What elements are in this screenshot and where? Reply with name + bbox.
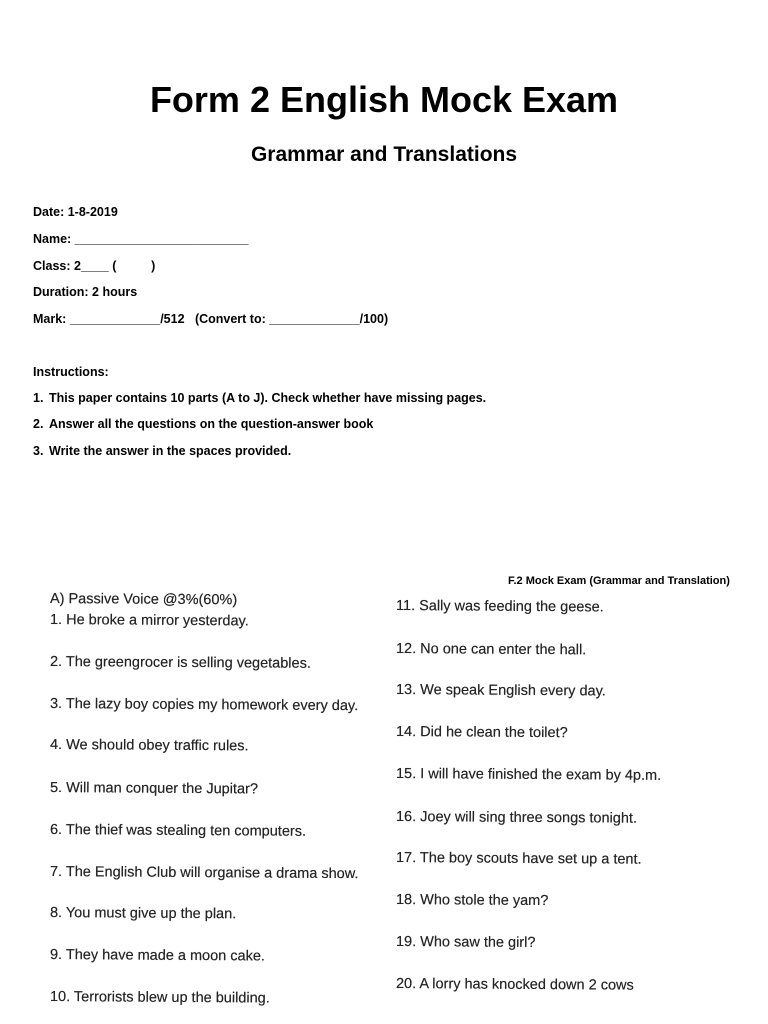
instruction-text: Answer all the questions on the question-answer book <box>49 417 374 431</box>
instruction-text: Write the answer in the spaces provided. <box>49 444 292 458</box>
question-18: 18. Who stole the yam? <box>395 892 549 910</box>
exam-title: Form 2 English Mock Exam <box>149 79 619 120</box>
question-13: 13. We speak English every day. <box>395 682 606 700</box>
question-17: 17. The boy scouts have set up a tent. <box>395 850 642 868</box>
question-8: 8. You must give up the plan. <box>49 905 237 923</box>
name-line: Name: _________________________ <box>33 232 249 246</box>
instruction-item <box>33 391 486 406</box>
instruction-number: 2. <box>33 417 44 431</box>
question-5: 5. Will man conquer the Jupitar? <box>49 780 258 798</box>
instruction-text: This paper contains 10 parts (A to J). Check whether have missing pages. <box>49 391 487 405</box>
instruction-number: 3. <box>33 444 44 458</box>
exam-subtitle: Grammar and Translations <box>250 143 518 166</box>
date-line: Date: 1-8-2019 <box>33 205 118 219</box>
question-6: 6. The thief was stealing ten computers. <box>49 822 307 840</box>
question-10: 10. Terrorists blew up the building. <box>49 989 270 1007</box>
class-line: Class: 2____ ( ) <box>33 259 156 273</box>
question-12: 12. No one can enter the hall. <box>395 641 587 659</box>
instruction-number: 1. <box>33 391 44 405</box>
question-3: 3. The lazy boy copies my homework every day. <box>49 696 359 715</box>
question-15: 15. I will have finished the exam by 4p.m. <box>395 766 662 784</box>
question-14: 14. Did he clean the toilet? <box>395 724 568 742</box>
question-2: 2. The greengrocer is selling vegetables. <box>49 654 311 672</box>
question-9: 9. They have made a moon cake. <box>49 947 266 965</box>
question-20: 20. A lorry has knocked down 2 cows <box>395 976 634 994</box>
scanned-question-page <box>0 560 768 1024</box>
mark-line: Mark: _____________/512 (Convert to: _____________/100) <box>33 312 389 326</box>
question-19: 19. Who saw the girl? <box>395 934 536 951</box>
instruction-item <box>33 444 291 459</box>
instruction-item <box>33 417 373 432</box>
section-title: A) Passive Voice @3%(60%) <box>49 591 238 609</box>
question-1: 1. He broke a mirror yesterday. <box>49 612 249 630</box>
instructions-heading: Instructions: <box>33 365 109 379</box>
duration-line: Duration: 2 hours <box>33 285 138 299</box>
question-11: 11. Sally was feeding the geese. <box>395 598 604 616</box>
question-7: 7. The English Club will organise a drama show. <box>49 864 359 883</box>
question-16: 16. Joey will sing three songs tonight. <box>395 809 638 827</box>
running-header: F.2 Mock Exam (Grammar and Translation) <box>508 575 730 587</box>
question-4: 4. We should obey traffic rules. <box>49 737 249 755</box>
